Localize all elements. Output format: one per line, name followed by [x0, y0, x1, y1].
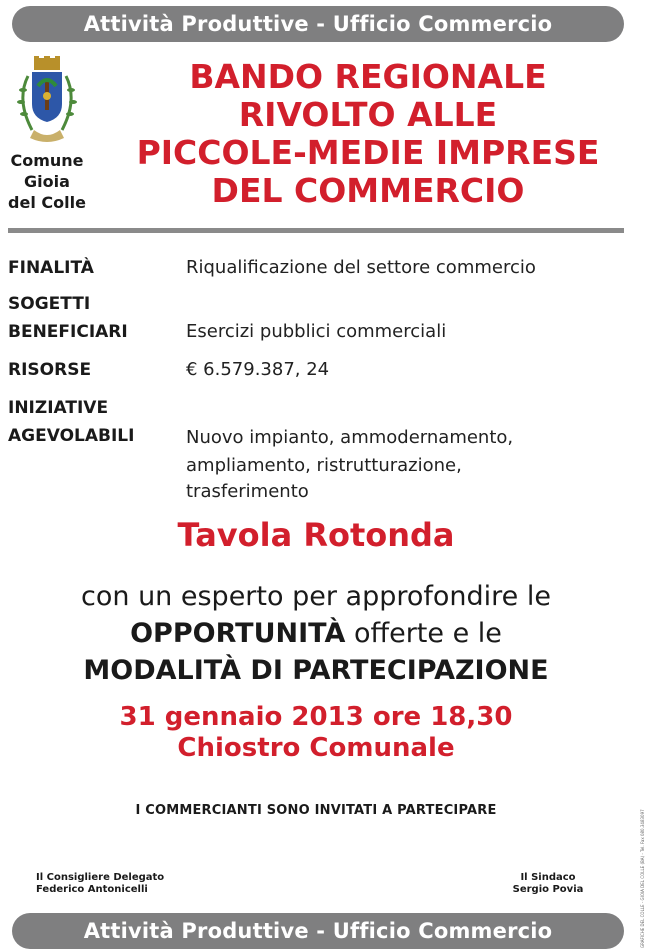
municipality-line-1: Comune — [10, 151, 84, 170]
right-name: Sergio Povia — [512, 884, 584, 895]
iniziative-value-1: Nuovo impianto, ammodernamento, — [186, 427, 514, 448]
title-line-4: DEL COMMERCIO — [211, 171, 525, 210]
title-line-3: PICCOLE-MEDIE IMPRESE — [136, 133, 600, 172]
invitation-text: I COMMERCIANTI SONO INVITATI A PARTECIPARE — [135, 803, 497, 818]
signature-right — [510, 872, 586, 896]
sogetti-label-2: BENEFICIARI — [8, 322, 128, 342]
signature-left — [36, 872, 164, 896]
event-desc-line-1: con un esperto per approfondire le — [81, 581, 551, 612]
event-date: 31 gennaio 2013 ore 18,30 — [119, 702, 513, 732]
event-desc-line-3 — [0, 652, 632, 689]
right-role: Il Sindaco — [520, 872, 576, 883]
event-description — [0, 578, 632, 689]
left-name: Federico Antonicelli — [36, 884, 148, 895]
risorse-label: RISORSE — [8, 360, 92, 380]
title-line-2: RIVOLTO ALLE — [238, 95, 498, 134]
coat-of-arms-icon — [12, 56, 82, 146]
municipality-name — [4, 150, 90, 213]
finalita-value: Riqualificazione del settore commercio — [186, 257, 536, 278]
event-heading: Tavola Rotonda — [177, 516, 455, 554]
sogetti-label-1: SOGETTI — [8, 294, 91, 314]
iniziative-value-3: trasferimento — [186, 481, 309, 502]
iniziative-label-1: INIZIATIVE — [8, 398, 109, 418]
title-line-1: BANDO REGIONALE — [189, 57, 547, 96]
iniziative-label-2: AGEVOLABILI — [8, 426, 135, 446]
municipality-line-2: Gioia — [24, 172, 70, 191]
opportunita-text: OPPORTUNITÀ — [130, 618, 346, 649]
header-banner: Attività Produttive - Ufficio Commercio — [12, 6, 624, 42]
event-place: Chiostro Comunale — [177, 733, 455, 763]
event-when-where — [0, 702, 632, 764]
municipality-line-3: del Colle — [8, 193, 86, 212]
risorse-value: € 6.579.387, 24 — [186, 359, 330, 380]
finalita-label: FINALITÀ — [8, 258, 94, 278]
modalita-text: MODALITÀ DI PARTECIPAZIONE — [83, 655, 549, 686]
sogetti-value: Esercizi pubblici commerciali — [186, 321, 447, 342]
iniziative-value-2: ampliamento, ristrutturazione, — [186, 455, 462, 476]
printer-note: GRAFICHE DEL COLLE - GIOIA DEL COLLE (BA) - Tel. Fax 080.3483097 — [640, 809, 645, 948]
notice-title — [108, 58, 628, 210]
footer-banner: Attività Produttive - Ufficio Commercio — [12, 913, 624, 949]
divider — [8, 228, 624, 233]
event-desc-line-2 — [0, 615, 632, 652]
left-role: Il Consigliere Delegato — [36, 872, 165, 883]
offerte-text: offerte e le — [345, 618, 502, 649]
